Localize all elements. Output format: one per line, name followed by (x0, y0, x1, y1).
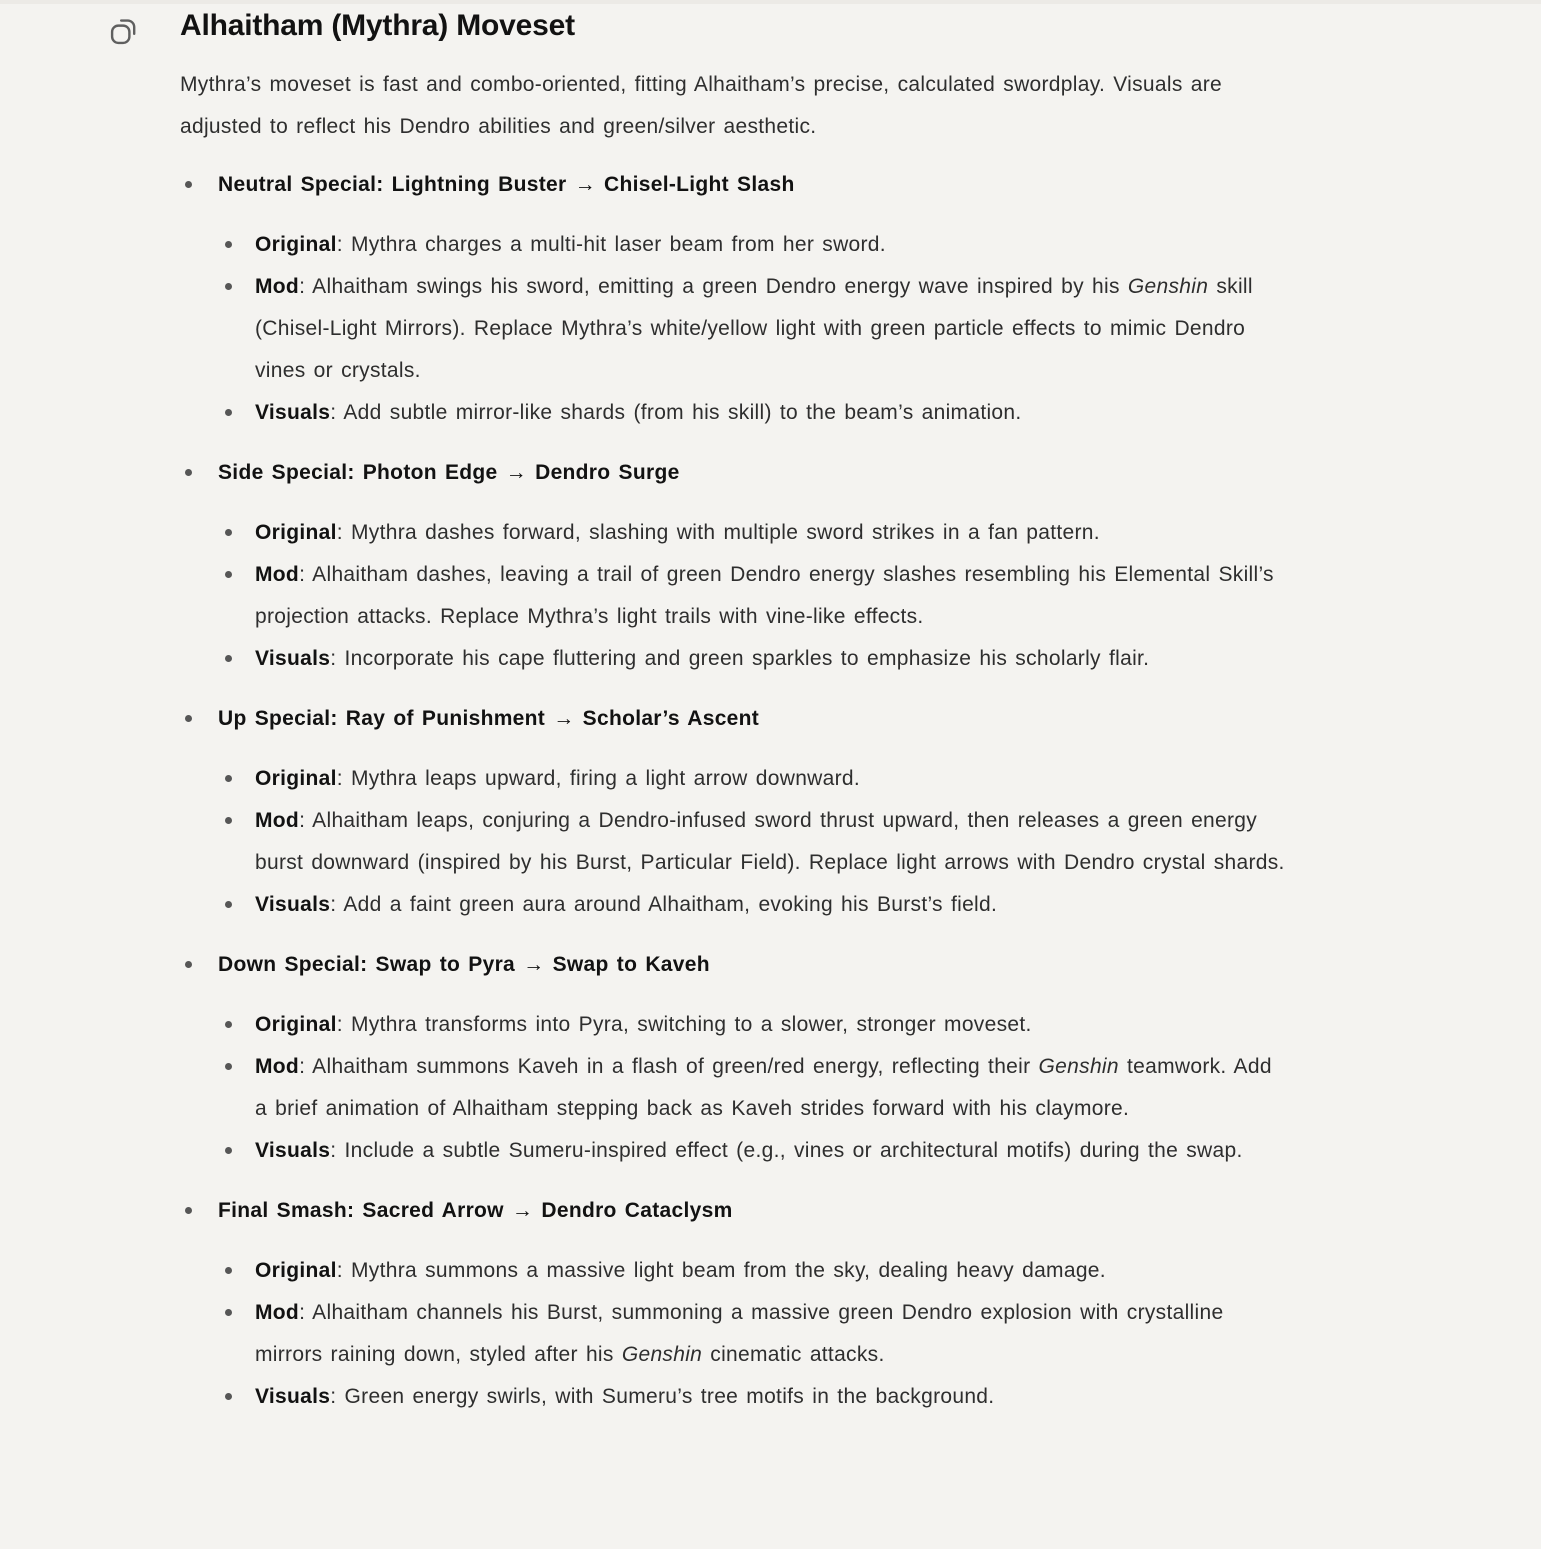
moveset-section (180, 164, 1300, 434)
list-item (218, 266, 1290, 392)
moveset-section (180, 944, 1300, 1172)
list-item (218, 758, 1290, 800)
item-text: Visuals: Include a subtle Sumeru-inspired effect (e.g., vines or architectural motifs) during the swap. (255, 1139, 1243, 1162)
moveset-section (180, 452, 1300, 680)
item-text: Visuals: Add subtle mirror-like shards (from his skill) to the beam’s animation. (255, 401, 1022, 424)
item-text: Mod: Alhaitham summons Kaveh in a flash of green/red energy, reflecting their Genshin teamwork. Add a brief animation of Alhaitham stepping back as Kaveh strides forward with his claymore. (255, 1055, 1272, 1120)
sub-list (218, 758, 1300, 926)
item-text: Mod: Alhaitham channels his Burst, summoning a massive green Dendro explosion with crystalline mirrors raining down, styled after his Genshin cinematic attacks. (255, 1301, 1224, 1366)
section-heading: Neutral Special: Lightning Buster → Chisel-Light Slash (218, 173, 795, 196)
item-text: Mod: Alhaitham dashes, leaving a trail of green Dendro energy slashes resembling his Elemental Skill’s projection attacks. Replace Mythra’s light trails with vine-like effects. (255, 563, 1274, 628)
item-text: Original: Mythra leaps upward, firing a light arrow downward. (255, 767, 861, 790)
sub-list (218, 1250, 1300, 1418)
item-text: Original: Mythra summons a massive light beam from the sky, dealing heavy damage. (255, 1259, 1106, 1282)
list-item (218, 512, 1290, 554)
list-item (218, 554, 1290, 638)
sub-list (218, 224, 1300, 434)
intro-paragraph: Mythra’s moveset is fast and combo-oriented, fitting Alhaitham’s precise, calculated swordplay. Visuals are adjusted to reflect his Dendro abilities and green/silver aesthetic. (180, 73, 1223, 138)
item-text: Original: Mythra dashes forward, slashing with multiple sword strikes in a fan pattern. (255, 521, 1100, 544)
list-item (218, 884, 1290, 926)
item-text: Mod: Alhaitham swings his sword, emitting a green Dendro energy wave inspired by his Genshin skill (Chisel-Light Mirrors). Replace Mythra’s white/yellow light with green particle effects to mimic Dendro vines or crystals. (255, 275, 1253, 382)
item-text: Visuals: Green energy swirls, with Sumeru’s tree motifs in the background. (255, 1385, 995, 1408)
copy-icon (107, 36, 141, 51)
section-heading: Side Special: Photon Edge → Dendro Surge (218, 461, 680, 484)
list-item (218, 1046, 1290, 1130)
item-text: Mod: Alhaitham leaps, conjuring a Dendro-infused sword thrust upward, then releases a green energy burst downward (inspired by his Burst, Particular Field). Replace light arrows with Dendro crystal shards. (255, 809, 1285, 874)
list-item (218, 1130, 1290, 1172)
moveset-list (180, 164, 1300, 1418)
section-heading: Final Smash: Sacred Arrow → Dendro Cataclysm (218, 1199, 733, 1222)
section-heading: Down Special: Swap to Pyra → Swap to Kaveh (218, 953, 710, 976)
list-item (218, 1292, 1290, 1376)
section-heading: Up Special: Ray of Punishment → Scholar’s Ascent (218, 707, 760, 730)
list-item (218, 1004, 1290, 1046)
item-text: Visuals: Incorporate his cape fluttering and green sparkles to emphasize his scholarly flair. (255, 647, 1150, 670)
list-item (218, 224, 1290, 266)
list-item (218, 392, 1290, 434)
page-title: Alhaitham (Mythra) Moveset (180, 9, 575, 42)
sub-list (218, 512, 1300, 680)
moveset-section (180, 1190, 1300, 1418)
copy-button[interactable] (102, 10, 146, 54)
item-text: Visuals: Add a faint green aura around Alhaitham, evoking his Burst’s field. (255, 893, 998, 916)
list-item (218, 638, 1290, 680)
sub-list (218, 1004, 1300, 1172)
moveset-section (180, 698, 1300, 926)
list-item (218, 1250, 1290, 1292)
list-item (218, 800, 1290, 884)
item-text: Original: Mythra charges a multi-hit laser beam from her sword. (255, 233, 886, 256)
item-text: Original: Mythra transforms into Pyra, switching to a slower, stronger moveset. (255, 1013, 1032, 1036)
list-item (218, 1376, 1290, 1418)
